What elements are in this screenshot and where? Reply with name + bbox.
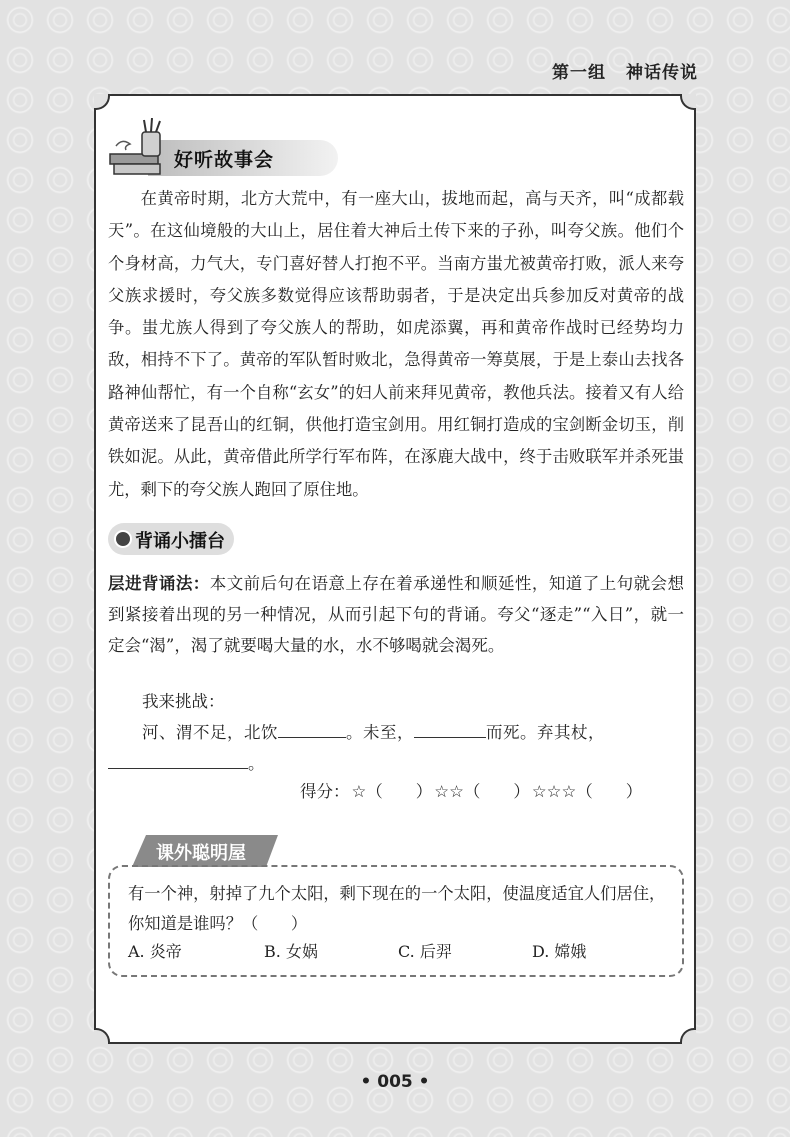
challenge-label: 我来挑战： [142,692,225,711]
quiz-box [108,865,684,977]
bullet-icon [114,530,132,548]
page-number: • 005 • [360,1072,430,1092]
method-label: 层进背诵法： [108,574,210,593]
method-text: 本文前后句在语意上存在着承递性和顺延性，知道了上句就会想到紧接着出现的另一种情况，从而引起下句的背诵。夸父“逐走”“入日”，就一定会“渴”，渴了就要喝大量的水，水不够喝就会渴死。 [108,574,685,655]
fill-blank-2[interactable] [414,721,486,738]
header-group: 第一组 [552,63,606,83]
story-paragraph: 在黄帝时期，北方大荒中，有一座大山，拔地而起，高与天齐，叫“成都载天”。在这仙境般的大山上，居住着大神后土传下来的子孙，叫夸父族。他们个个身材高，力气大，专门喜好替人打抱不平。当南方蚩尤被黄帝打败，派人来夸父族求援时，夸父族多数觉得应该帮助弱者，于是决定出兵参加反对黄帝的战争。蚩尤族人得到了夸父族人的帮助，如虎添翼，再和黄帝作战时已经势均力敌，相持不下了。黄帝的军队暂时败北，急得黄帝一筹莫展，于是上泰山去找各路神仙帮忙，有一个自称“玄女”的妇人前来拜见黄帝，教他兵法。接着又有人给黄帝送来了昆吾山的红铜，供他打造宝剑用。用红铜打造成的宝剑断金切玉，削铁如泥。从此，黄帝借此所学行军布阵，在涿鹿大战中，终于击败联军并杀死蚩尤，剩下的夸父族人跑回了原住地。 [108,189,684,499]
fill-blank-1[interactable] [278,721,346,738]
score-label: 得分： [300,782,350,801]
section-title-quiz: 课外聪明屋 [156,843,246,864]
section-title-story: 好听故事会 [174,149,275,171]
section-title-recite: 背诵小擂台 [135,531,225,552]
option-a[interactable]: A. 炎帝 [128,942,182,961]
challenge-part2: 。未至， [346,723,414,742]
score-three-star: ☆☆☆（ ） [531,782,643,801]
option-d[interactable]: D. 嫦娥 [532,942,587,961]
section-heading-quiz [132,835,282,867]
fill-blank-3[interactable] [108,752,248,769]
score-one-star: ☆（ ） [351,782,433,801]
option-c[interactable]: C. 后羿 [398,942,452,961]
method-paragraph [108,568,684,661]
challenge-part1: 河、渭不足，北饮 [142,723,278,742]
books-brush-icon [108,118,172,180]
section-heading-story [108,118,338,180]
challenge-line [142,719,688,743]
challenge-end: 。 [248,754,265,773]
challenge-line-2 [108,750,265,774]
quiz-question: 有一个神，射掉了九个太阳，剩下现在的一个太阳，使温度适宜人们居住，你知道是谁吗？（ ） [128,884,666,933]
challenge-part3: 而死。弃其杖， [486,723,605,742]
section-heading-recite [108,523,234,555]
header-topic: 神话传说 [626,63,698,83]
page-header [552,58,698,83]
score-row [300,778,644,802]
option-b[interactable]: B. 女娲 [264,942,318,961]
score-two-star: ☆☆（ ） [434,782,530,801]
